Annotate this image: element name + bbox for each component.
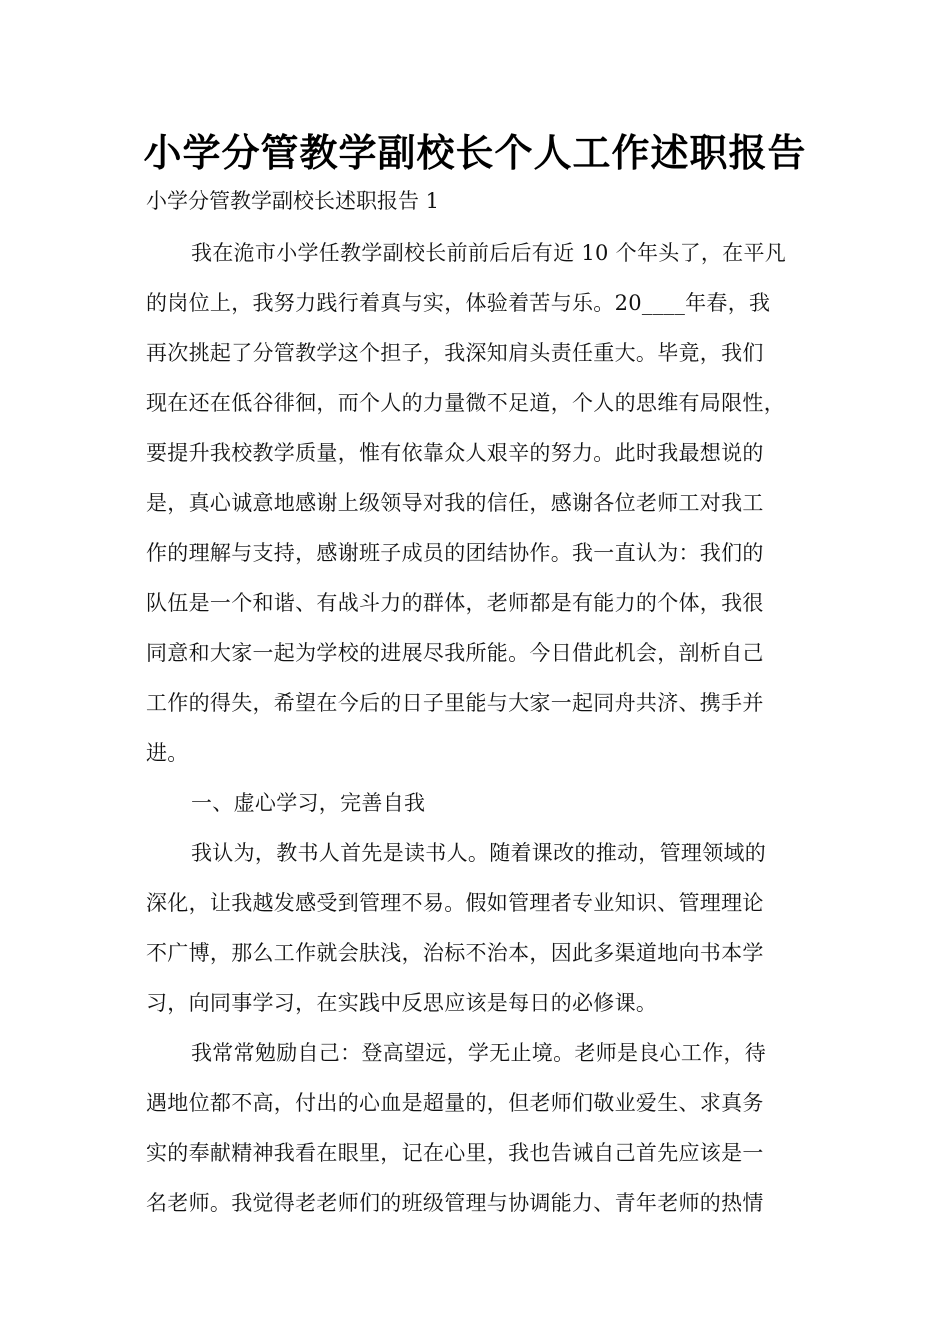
paragraph-line: 现在还在低谷徘徊，而个人的力量微不足道，个人的思维有局限性， xyxy=(146,391,785,415)
paragraph-line: 队伍是一个和谐、有战斗力的群体，老师都是有能力的个体，我很 xyxy=(146,591,764,615)
paragraph-line: 要提升我校教学质量，惟有依靠众人艰辛的努力。此时我最想说的 xyxy=(146,441,764,465)
paragraph-line: 我常常勉励自己：登高望远，学无止境。老师是良心工作，待 xyxy=(191,1041,767,1065)
section-heading: 一、虚心学习，完善自我 xyxy=(191,791,426,815)
paragraph-line: 工作的得失，希望在今后的日子里能与大家一起同舟共济、携手并 xyxy=(146,691,764,715)
paragraph-line: 是，真心诚意地感谢上级领导对我的信任，感谢各位老师工对我工 xyxy=(146,491,764,515)
paragraph-line: 实的奉献精神我看在眼里，记在心里，我也告诫自己首先应该是一 xyxy=(146,1141,764,1165)
paragraph-line: 习，向同事学习，在实践中反思应该是每日的必修课。 xyxy=(146,991,658,1015)
paragraph-line: 我认为，教书人首先是读书人。随着课改的推动，管理领域的 xyxy=(191,841,767,865)
document-title: 小学分管教学副校长个人工作述职报告 xyxy=(143,130,807,175)
paragraph-line: 的岗位上，我努力践行着真与实，体验着苦与乐。20____年春，我 xyxy=(146,291,771,315)
paragraph-line: 再次挑起了分管教学这个担子，我深知肩头责任重大。毕竟，我们 xyxy=(146,341,764,365)
paragraph-line: 不广博，那么工作就会肤浅，治标不治本，因此多渠道地向书本学 xyxy=(146,941,764,965)
paragraph-line: 进。 xyxy=(146,741,189,765)
paragraph-line: 作的理解与支持，感谢班子成员的团结协作。我一直认为：我们的 xyxy=(146,541,764,565)
paragraph-line: 遇地位都不高，付出的心血是超量的，但老师们敬业爱生、求真务 xyxy=(146,1091,764,1115)
paragraph-line: 我在洈市小学任教学副校长前前后后有近 10 个年头了，在平凡 xyxy=(191,241,787,265)
paragraph-line: 深化，让我越发感受到管理不易。假如管理者专业知识、管理理论 xyxy=(146,891,764,915)
document-subtitle: 小学分管教学副校长述职报告 1 xyxy=(146,189,440,213)
paragraph-line: 名老师。我觉得老老师们的班级管理与协调能力、青年老师的热情 xyxy=(146,1191,764,1215)
paragraph-line: 同意和大家一起为学校的进展尽我所能。今日借此机会，剖析自己 xyxy=(146,641,764,665)
